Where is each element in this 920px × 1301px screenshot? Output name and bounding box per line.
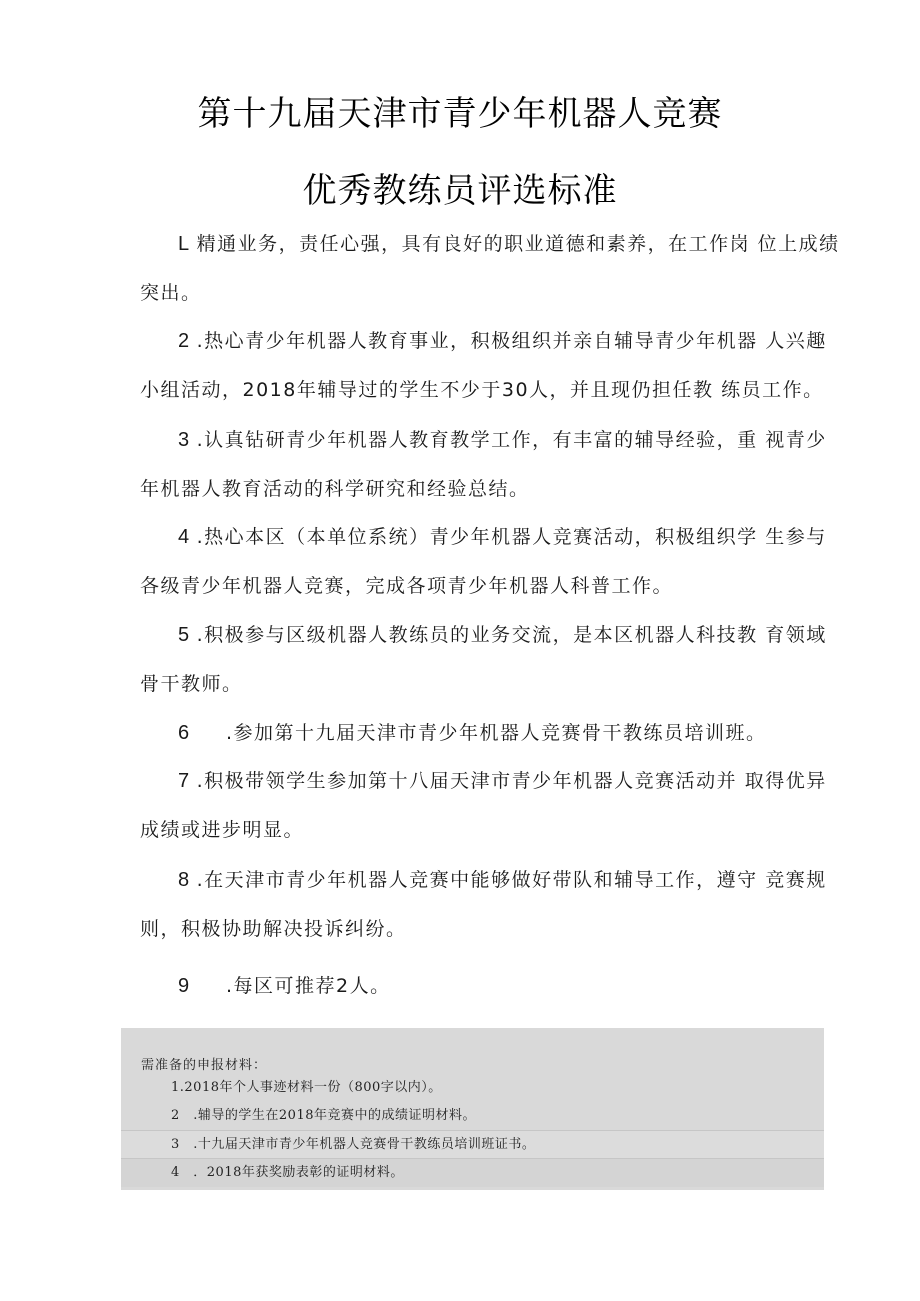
materials-item	[121, 1158, 824, 1187]
materials-item-text: 4 ．2018年获奖励表彰的证明材料。	[171, 1165, 404, 1180]
criterion-text-continued: 小组活动，2018年辅导过的学生不少于30人，并且现仍担任教 练员工作。	[140, 379, 824, 401]
criterion-5	[140, 611, 827, 709]
criterion-text-continued: 突出。	[140, 282, 202, 304]
criterion-text: .积极参与区级机器人教练员的业务交流，是本区机器人科技教 育领域	[196, 624, 827, 646]
criterion-number: 4	[178, 526, 191, 548]
criterion-9	[140, 962, 820, 1011]
criterion-text-continued: 年机器人教育活动的科学研究和经验总结。	[140, 478, 530, 500]
materials-item	[121, 1102, 824, 1130]
materials-item-text: 2 .辅导的学生在2018年竞赛中的成绩证明材料。	[171, 1108, 476, 1123]
criterion-text-continued: 则，积极协助解决投诉纠纷。	[140, 918, 407, 940]
materials-item	[121, 1130, 824, 1159]
criterion-6	[140, 709, 820, 758]
required-materials-box	[121, 1028, 824, 1190]
materials-heading: 需准备的申报材料：	[141, 1058, 268, 1073]
document-title: 第十九届天津市青少年机器人竞赛	[197, 94, 723, 134]
criterion-3	[140, 416, 827, 514]
criterion-7	[140, 757, 827, 855]
criterion-text-continued: 成绩或进步明显。	[140, 819, 305, 841]
criterion-text-continued: 骨干教师。	[140, 673, 243, 695]
criterion-number: 6	[178, 722, 191, 744]
criterion-4	[140, 513, 827, 611]
criterion-1	[140, 220, 840, 318]
criterion-text: 精通业务，责任心强，具有良好的职业道德和素养，在工作岗 位上成绩	[196, 233, 840, 255]
criterion-number: 9	[178, 975, 191, 997]
materials-item	[121, 1074, 824, 1102]
criterion-number: 3	[178, 429, 191, 451]
criterion-number: 7	[178, 770, 191, 792]
criterion-text: .认真钻研青少年机器人教育教学工作，有丰富的辅导经验，重 视青少	[196, 429, 827, 451]
criterion-text: .在天津市青少年机器人竞赛中能够做好带队和辅导工作，遵守 竞赛规	[196, 869, 827, 891]
criterion-text: .每区可推荐2人。	[226, 975, 391, 997]
criterion-2	[140, 317, 827, 415]
criterion-number: 5	[178, 624, 191, 646]
criterion-number: 8	[178, 869, 191, 891]
criterion-text: .热心青少年机器人教育事业，积极组织并亲自辅导青少年机器 人兴趣	[196, 330, 827, 352]
criterion-text: .参加第十九届天津市青少年机器人竞赛骨干教练员培训班。	[226, 722, 767, 744]
criterion-number: 2	[178, 330, 191, 352]
criterion-8	[140, 856, 827, 954]
criterion-text: .积极带领学生参加第十八届天津市青少年机器人竞赛活动并 取得优异	[196, 770, 827, 792]
criterion-number: L	[178, 233, 191, 255]
materials-item-text: 3 .十九届天津市青少年机器人竞赛骨干教练员培训班证书。	[171, 1137, 536, 1152]
criterion-text: .热心本区（本单位系统）青少年机器人竞赛活动，积极组织学 生参与	[196, 526, 827, 548]
materials-item-text: 1.2018年个人事迹材料一份（800字以内）。	[171, 1080, 442, 1095]
document-subtitle: 优秀教练员评选标准	[302, 171, 618, 211]
criterion-text-continued: 各级青少年机器人竞赛，完成各项青少年机器人科普工作。	[140, 575, 674, 597]
